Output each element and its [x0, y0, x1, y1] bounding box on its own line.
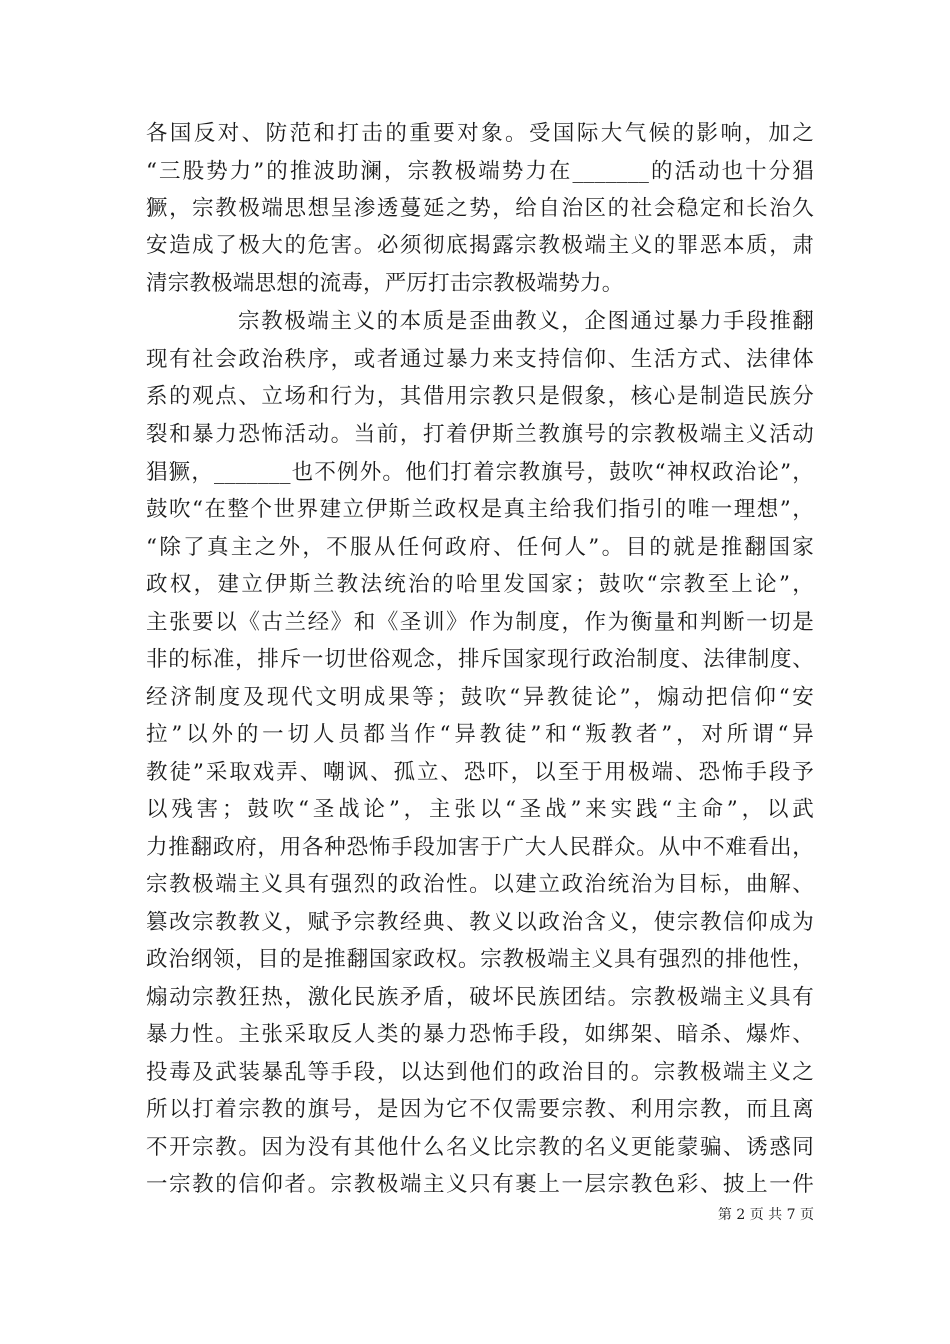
paragraph-2-line-11: 经济制度及现代文明成果等；鼓吹“异教徒论”，煽动把信仰“安 [146, 685, 814, 710]
paragraph-1-line-4: 安造成了极大的危害。必须彻底揭露宗教极端主义的罪恶本质，肃 [146, 233, 814, 258]
paragraph-2-line-17: 篡改宗教教义，赋予宗教经典、教义以政治含义，使宗教信仰成为 [146, 910, 814, 935]
paragraph-2-line-14: 以残害；鼓吹“圣战论”，主张以“圣战”来实践“主命”，以武 [146, 797, 814, 822]
paragraph-1-line-1: 各国反对、防范和打击的重要对象。受国际大气候的影响，加之 [146, 121, 814, 146]
paragraph-1-line-3: 獗，宗教极端思想呈渗透蔓延之势，给自治区的社会稳定和长治久 [146, 196, 814, 221]
paragraph-2-line-1: 宗教极端主义的本质是歪曲教义，企图通过暴力手段推翻 [238, 309, 814, 334]
paragraph-2-line-3: 系的观点、立场和行为，其借用宗教只是假象，核心是制造民族分 [146, 384, 814, 409]
paragraph-2-line-2: 现有社会政治秩序，或者通过暴力来支持信仰、生活方式、法律体 [146, 347, 814, 372]
paragraph-2-line-12: 拉”以外的一切人员都当作“异教徒”和“叛教者”，对所谓“异 [146, 722, 814, 747]
paragraph-2-line-10: 非的标准，排斥一切世俗观念，排斥国家现行政治制度、法律制度、 [146, 647, 814, 672]
paragraph-1-line-2: “三股势力”的推波助澜，宗教极端势力在_______的活动也十分猖 [146, 159, 814, 184]
paragraph-2-line-7: “除了真主之外，不服从任何政府、任何人”。目的就是推翻国家 [146, 535, 814, 560]
paragraph-2-line-21: 投毒及武装暴乱等手段，以达到他们的政治目的。宗教极端主义之 [146, 1060, 814, 1085]
paragraph-1-line-5: 清宗教极端思想的流毒，严厉打击宗教极端势力。 [146, 271, 624, 296]
paragraph-2-line-5: 猖獗，_______也不例外。他们打着宗教旗号，鼓吹“神权政治论”， [146, 460, 814, 485]
paragraph-2-line-22: 所以打着宗教的旗号，是因为它不仅需要宗教、利用宗教，而且离 [146, 1097, 814, 1122]
paragraph-2-line-15: 力推翻政府，用各种恐怖手段加害于广大人民群众。从中不难看出， [146, 835, 814, 860]
page-number-footer: 第 2 页 共 7 页 [717, 1207, 814, 1223]
paragraph-2-line-19: 煽动宗教狂热，激化民族矛盾，破坏民族团结。宗教极端主义具有 [146, 985, 814, 1010]
paragraph-2-line-23: 不开宗教。因为没有其他什么名义比宗教的名义更能蒙骗、诱惑同 [146, 1135, 814, 1160]
paragraph-2-line-20: 暴力性。主张采取反人类的暴力恐怖手段，如绑架、暗杀、爆炸、 [146, 1022, 814, 1047]
paragraph-2-line-16: 宗教极端主义具有强烈的政治性。以建立政治统治为目标，曲解、 [146, 872, 814, 897]
paragraph-2-line-6: 鼓吹“在整个世界建立伊斯兰政权是真主给我们指引的唯一理想”， [146, 497, 814, 522]
paragraph-2-line-9: 主张要以《古兰经》和《圣训》作为制度，作为衡量和判断一切是 [146, 610, 814, 635]
paragraph-2-line-18: 政治纲领，目的是推翻国家政权。宗教极端主义具有强烈的排他性， [146, 947, 814, 972]
paragraph-2-line-13: 教徒”采取戏弄、嘲讽、孤立、恐吓，以至于用极端、恐怖手段予 [146, 760, 814, 785]
paragraph-2-line-4: 裂和暴力恐怖活动。当前，打着伊斯兰教旗号的宗教极端主义活动 [146, 422, 814, 447]
paragraph-2-line-24: 一宗教的信仰者。宗教极端主义只有裹上一层宗教色彩、披上一件 [146, 1172, 814, 1197]
paragraph-2-line-8: 政权，建立伊斯兰教法统治的哈里发国家；鼓吹“宗教至上论”， [146, 572, 814, 597]
